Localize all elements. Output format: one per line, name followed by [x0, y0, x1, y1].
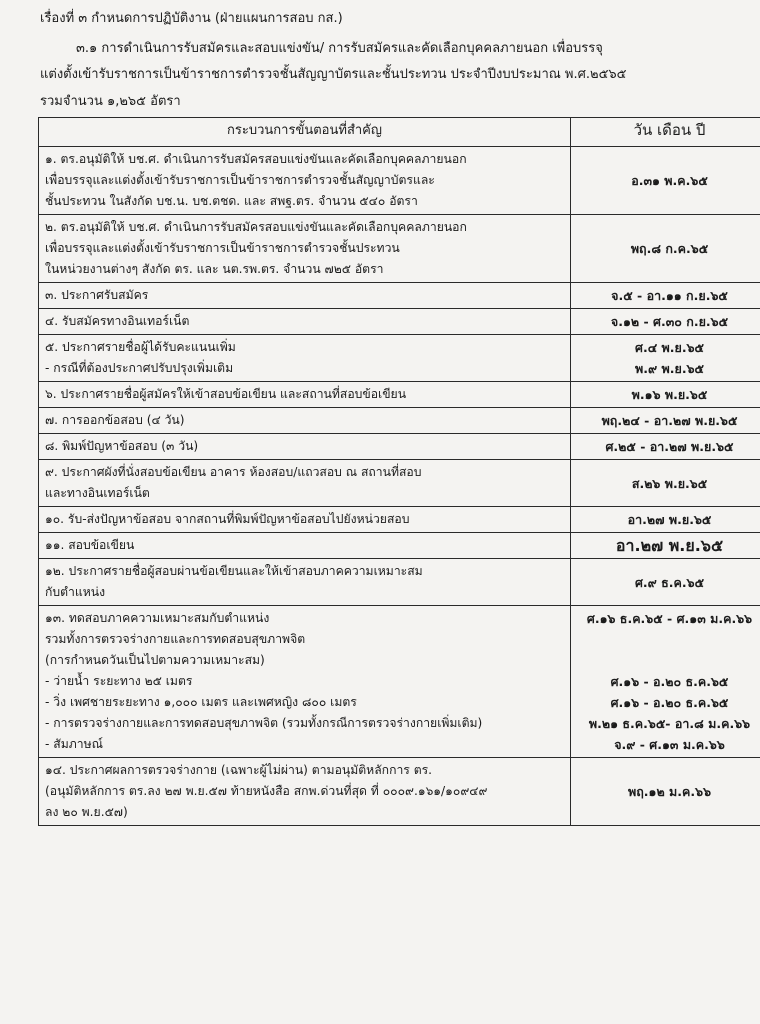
date-text: พ.๒๑ ธ.ค.๖๕- อา.๘ ม.ค.๖๖ — [588, 716, 751, 731]
process-cell — [39, 147, 571, 215]
date-text — [573, 650, 760, 671]
process-text: เพื่อบรรจุและแต่งตั้งเข้ารับราชการเป็นข้าราชการตำรวจชั้นสัญญาบัตรและ — [45, 173, 435, 187]
date-cell — [571, 507, 760, 533]
table-row — [39, 434, 760, 460]
process-cell — [39, 434, 571, 460]
process-text: ๗. การออกข้อสอบ (๔ วัน) — [45, 413, 185, 427]
process-text: ๑๓. ทดสอบภาคความเหมาะสมกับตำแหน่ง — [45, 611, 270, 625]
process-cell — [39, 758, 571, 826]
table-row — [39, 606, 760, 758]
date-text: ศ.๑๖ - อ.๒๐ ธ.ค.๖๕ — [610, 674, 729, 689]
process-cell — [39, 606, 571, 758]
process-text: ๒. ตร.อนุมัติให้ บช.ศ. ดำเนินการรับสมัครสอบแข่งขันและคัดเลือกบุคคลภายนอก — [45, 220, 467, 234]
process-text: ๖. ประกาศรายชื่อผู้สมัครให้เข้าสอบข้อเขียน และสถานที่สอบข้อเขียน — [45, 387, 407, 401]
process-text: - ว่ายน้ำ ระยะทาง ๒๕ เมตร — [45, 674, 193, 688]
process-text: (การกำหนดวันเป็นไปตามความเหมาะสม) — [45, 653, 265, 667]
table-row — [39, 408, 760, 434]
total-quota: รวมจำนวน ๑,๒๖๕ อัตรา — [40, 94, 181, 109]
table-header-row — [39, 118, 760, 147]
date-cell — [571, 335, 760, 382]
process-text: ๔. รับสมัครทางอินเทอร์เน็ต — [45, 314, 190, 328]
date-cell — [571, 606, 760, 758]
subsection-title-cont: แต่งตั้งเข้ารับราชการเป็นข้าราชการตำรวจชั้นสัญญาบัตรและชั้นประทวน ประจำปีงบประมาณ พ.ศ.๒๕๖๕ — [40, 67, 627, 82]
process-cell — [39, 309, 571, 335]
section-title: เรื่องที่ ๓ กำหนดการปฏิบัติงาน (ฝ่ายแผนการสอบ กส.) — [40, 11, 343, 26]
table-row — [39, 335, 760, 382]
table-row — [39, 283, 760, 309]
date-cell — [571, 309, 760, 335]
table-row — [39, 507, 760, 533]
table-row — [39, 758, 760, 826]
process-cell — [39, 460, 571, 507]
process-cell — [39, 533, 571, 559]
process-text: - กรณีที่ต้องประกาศปรับปรุงเพิ่มเติม — [45, 361, 234, 375]
date-text: พฤ.๘ ก.ค.๖๕ — [630, 241, 709, 256]
table-row — [39, 559, 760, 606]
process-cell — [39, 559, 571, 606]
process-text: ๓. ประกาศรับสมัคร — [45, 288, 149, 302]
process-text: ๑๐. รับ-ส่งปัญหาข้อสอบ จากสถานที่พิมพ์ปัญหาข้อสอบไปยังหน่วยสอบ — [45, 512, 410, 526]
date-text: ส.๒๖ พ.ย.๖๕ — [631, 475, 708, 491]
date-text: พ.๑๖ พ.ย.๖๕ — [631, 387, 708, 402]
process-cell — [39, 507, 571, 533]
date-cell — [571, 533, 760, 559]
date-text: พฤ.๑๒ ม.ค.๖๖ — [627, 784, 712, 799]
date-cell — [571, 382, 760, 408]
date-text: อา.๒๗ พ.ย.๖๕ — [615, 536, 724, 555]
table-row — [39, 309, 760, 335]
table-row — [39, 460, 760, 507]
date-text: พฤ.๒๔ - อา.๒๗ พ.ย.๖๕ — [601, 413, 738, 428]
process-text: ลง ๒๐ พ.ย.๕๗) — [45, 805, 128, 819]
table-row — [39, 215, 760, 283]
date-text: ศ.๙ ธ.ค.๖๕ — [634, 574, 705, 590]
process-text: ในหน่วยงานต่างๆ สังกัด ตร. และ นต.รพ.ตร. จำนวน ๗๒๕ อัตรา — [45, 262, 384, 276]
date-text: ศ.๔ พ.ย.๖๕ — [635, 340, 704, 355]
process-cell — [39, 283, 571, 309]
process-text: ๑๑. สอบข้อเขียน — [45, 538, 135, 552]
process-cell — [39, 215, 571, 283]
process-text: ๘. พิมพ์ปัญหาข้อสอบ (๓ วัน) — [45, 439, 199, 453]
process-text: รวมทั้งการตรวจร่างกายและการทดสอบสุขภาพจิต — [45, 632, 306, 646]
date-cell — [571, 408, 760, 434]
date-text: จ.๕ - อา.๑๑ ก.ย.๖๕ — [611, 288, 728, 303]
process-cell — [39, 382, 571, 408]
process-text: (อนุมัติหลักการ ตร.ลง ๒๗ พ.ย.๕๗ ท้ายหนังสือ สกพ.ด่วนที่สุด ที่ ๐๐๐๙.๑๖๑/๑๐๙๔๙ — [45, 784, 488, 798]
process-text: เพื่อบรรจุและแต่งตั้งเข้ารับราชการเป็นข้าราชการตำรวจชั้นประทวน — [45, 241, 400, 255]
date-cell — [571, 758, 760, 826]
date-cell — [571, 559, 760, 606]
process-text: และทางอินเทอร์เน็ต — [45, 486, 150, 500]
process-text: - วิ่ง เพศชายระยะทาง ๑,๐๐๐ เมตร และเพศหญิง ๘๐๐ เมตร — [45, 695, 357, 709]
table-row — [39, 533, 760, 559]
date-cell — [571, 434, 760, 460]
date-cell — [571, 147, 760, 215]
date-text: อา.๒๗ พ.ย.๖๕ — [627, 512, 712, 527]
table-row — [39, 147, 760, 215]
date-text — [573, 629, 760, 650]
process-text: ๑๒. ประกาศรายชื่อผู้สอบผ่านข้อเขียนและให้เข้าสอบภาคความเหมาะสม — [45, 564, 423, 578]
date-cell — [571, 460, 760, 507]
subsection-title: ๓.๑ การดำเนินการรับสมัครและสอบแข่งขัน/ การรับสมัครและคัดเลือกบุคคลภายนอก เพื่อบรรจุ — [76, 41, 603, 56]
date-text: ศ.๑๖ - อ.๒๐ ธ.ค.๖๕ — [610, 695, 729, 710]
process-column-header: กระบวนการขั้นตอนที่สำคัญ — [39, 118, 571, 147]
process-text: กับตำแหน่ง — [45, 585, 106, 599]
table-row — [39, 382, 760, 408]
date-cell — [571, 283, 760, 309]
date-text: พ.๙ พ.ย.๖๕ — [635, 361, 704, 376]
schedule-table — [38, 117, 760, 826]
process-cell — [39, 408, 571, 434]
process-text: ๕. ประกาศรายชื่อผู้ได้รับคะแนนเพิ่ม — [45, 340, 236, 354]
date-column-header: วัน เดือน ปี — [571, 118, 760, 147]
process-text: ชั้นประทวน ในสังกัด บช.น. บช.ตชด. และ สพฐ.ตร. จำนวน ๕๔๐ อัตรา — [45, 194, 418, 208]
date-text: ศ.๒๕ - อา.๒๗ พ.ย.๖๕ — [605, 439, 734, 454]
date-text: จ.๑๒ - ศ.๓๐ ก.ย.๖๕ — [610, 314, 729, 329]
process-text: - การตรวจร่างกายและการทดสอบสุขภาพจิต (รวมทั้งกรณีการตรวจร่างกายเพิ่มเติม) — [45, 716, 483, 730]
process-text: ๑๔. ประกาศผลการตรวจร่างกาย (เฉพาะผู้ไม่ผ่าน) ตามอนุมัติหลักการ ตร. — [45, 763, 433, 777]
date-text: อ.๓๑ พ.ค.๖๕ — [631, 173, 708, 188]
process-text: ๑. ตร.อนุมัติให้ บช.ศ. ดำเนินการรับสมัครสอบแข่งขันและคัดเลือกบุคคลภายนอก — [45, 152, 467, 166]
date-text: จ.๙ - ศ.๑๓ ม.ค.๖๖ — [614, 737, 725, 752]
process-text: ๙. ประกาศผังที่นั่งสอบข้อเขียน อาคาร ห้องสอบ/แถวสอบ ณ สถานที่สอบ — [45, 465, 422, 479]
process-text: - สัมภาษณ์ — [45, 737, 103, 751]
date-cell — [571, 215, 760, 283]
date-text: ศ.๑๖ ธ.ค.๖๕ - ศ.๑๓ ม.ค.๖๖ — [586, 611, 753, 626]
process-cell — [39, 335, 571, 382]
